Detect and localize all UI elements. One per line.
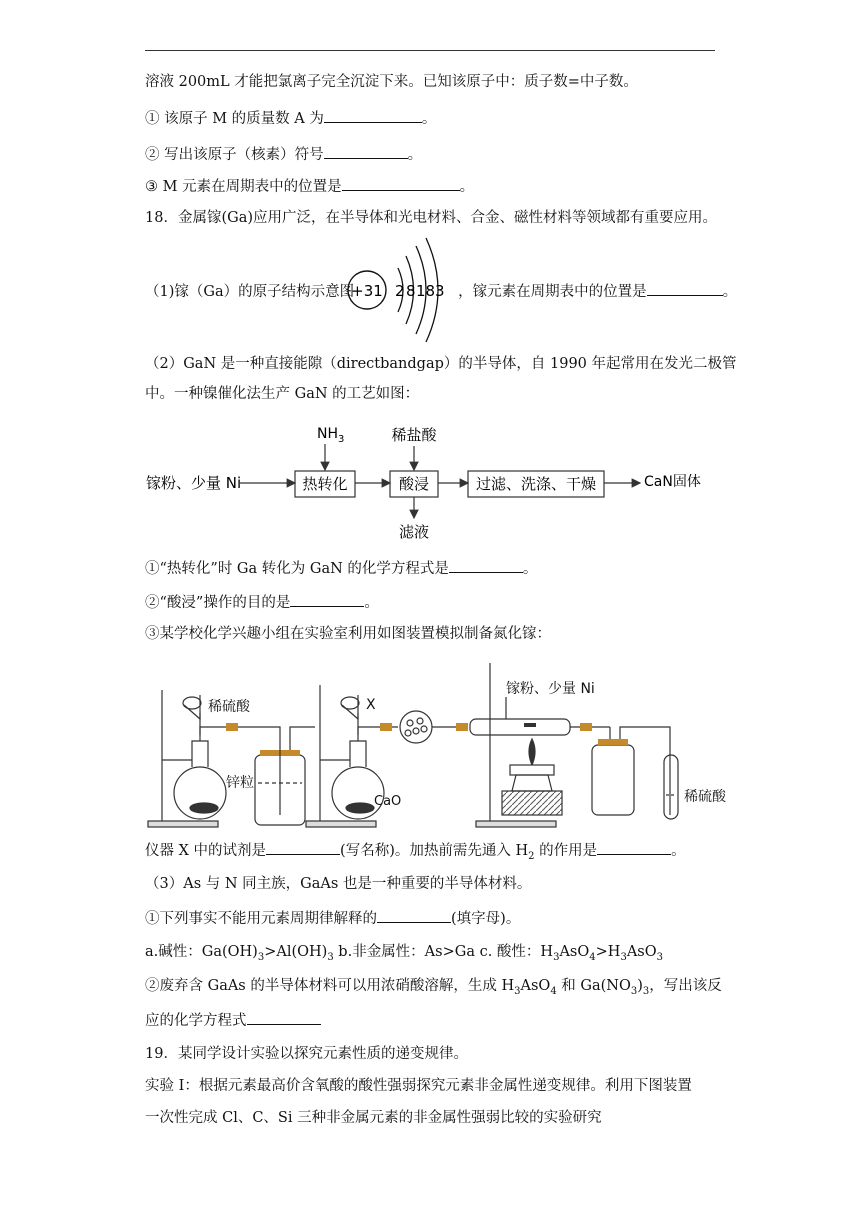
safety-bottle [592,727,670,815]
answer-blank[interactable] [290,592,364,607]
shell-4-count: 3 [435,282,445,300]
lab-apparatus-diagram [140,655,740,835]
flow-box-filter-label: 过滤、洗涤、干燥 [475,475,597,493]
q17-item-1: ① 该原子 M 的质量数 A 为 。 [145,108,436,129]
atom-structure-diagram [346,234,458,346]
flow-filtrate: 滤液 [398,523,430,541]
nucleus-charge: +31 [351,282,383,300]
q18-3-2-cont: 应的化学方程式 [145,1010,321,1031]
q18-part2-line1: （2）GaN 是一种直接能隙（directbandgap）的半导体，自 1990 年起常用在发光二极管 [145,356,737,372]
flow-reagent-nh3: $NH_3$ [317,426,345,445]
q17-intro: 溶液 200mL 才能把氯离子完全沉淀下来。已知该原子中：质子数=中子数。 [145,74,638,90]
label-x: X [366,697,376,713]
label-ga-ni: 镓粉、少量 Ni [506,681,595,697]
answer-blank[interactable] [342,176,460,191]
answer-blank[interactable] [324,108,422,123]
q19-title: 19．某同学设计实验以探究元素性质的递变规律。 [145,1046,468,1062]
flow-reagent-hcl: 稀盐酸 [391,426,437,444]
test-tube [664,755,678,819]
answer-blank[interactable] [377,908,451,923]
flow-output: CaN固体 [644,474,701,490]
label-cao: CaO [374,794,402,809]
q18-2-2: ②“酸浸”操作的目的是 。 [145,592,379,613]
label-acid-2: 稀硫酸 [684,789,726,805]
q18-instrument-x: 仪器 X 中的试剂是 (写名称)。加热前需先通入 $H_2$ 的作用是 。 [145,840,686,867]
alcohol-burner [502,739,562,815]
label-zinc: 锌粒 [226,775,254,791]
q18-2-3: ③某学校化学兴趣小组在实验室利用如图装置模拟制备氮化镓： [145,626,551,642]
flow-input: 镓粉、少量 Ni [146,474,242,492]
answer-blank[interactable] [324,144,408,159]
q19-exp-line2: 一次性完成 Cl、C、Si 三种非金属元素的非金属性强弱比较的实验研究 [145,1110,602,1126]
tube [200,727,280,750]
answer-blank[interactable] [647,281,723,296]
answer-blank[interactable] [597,840,671,855]
q18-part1: （1)镓（Ga）的原子结构示意图 ，镓元素在周期表中的位置是 。 [145,281,737,302]
q18-3-options: a.碱性：$Ga(OH)_3>Al(OH)_3$ b.非金属性：As>Ga c. 酸性：$H_3AsO_4>H_3AsO_3$ [145,944,663,963]
q17-item-3: ③ M 元素在周期表中的位置是 。 [145,176,474,197]
q18-title: 18．金属镓(Ga)应用广泛，在半导体和光电材料、合金、磁性材料等领域都有重要应用。 [145,210,717,226]
answer-blank[interactable] [449,558,523,573]
header-rule [145,50,715,51]
q18-3-2: ②废弃含 GaAs 的半导体材料可以用浓硝酸溶解，生成 $H_3AsO_4$ 和 $Ga(NO_3)_3$，写出该反 [145,978,722,997]
shell-2-count: 8 [406,282,416,300]
process-flowchart [140,418,720,548]
q17-item-2: ② 写出该原子（核素）符号 。 [145,144,422,165]
q18-part2-line2: 中。一种镍催化法生产 GaN 的工艺如图： [145,386,420,402]
flow-box-heat-label: 热转化 [302,475,348,493]
label-acid-1: 稀硫酸 [208,699,250,715]
answer-blank[interactable] [247,1010,321,1025]
answer-blank[interactable] [266,840,340,855]
q18-part3: （3）As 与 N 同主族，GaAs 也是一种重要的半导体材料。 [145,876,532,892]
shell-1-count: 2 [395,282,405,300]
drying-tube [400,711,460,743]
flow-box-acid-label: 酸浸 [398,475,430,493]
q18-3-1: ①下列事实不能用元素周期律解释的 (填字母)。 [145,908,520,929]
wash-bottle [255,727,315,825]
q19-exp-line1: 实验 I：根据元素最高价含氧酸的酸性强弱探究元素非金属性递变规律。利用下图装置 [145,1078,692,1094]
shell-3-count: 18 [416,282,436,300]
q18-2-1: ①“热转化”时 Ga 转化为 GaN 的化学方程式是 。 [145,558,537,579]
